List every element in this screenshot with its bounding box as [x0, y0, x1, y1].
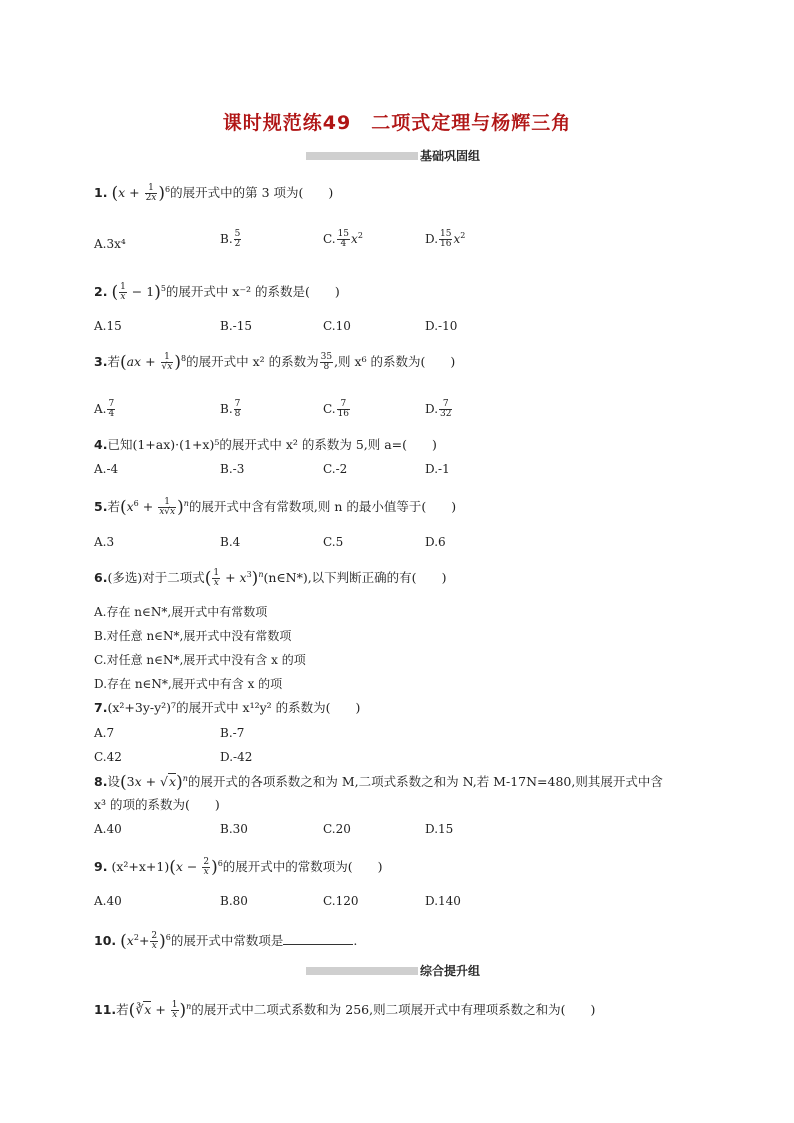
option-c: C.42	[94, 750, 122, 764]
option-a: A.40	[94, 894, 122, 908]
question-9	[94, 858, 383, 877]
q8-expression: $(3x + √x)^n$	[119, 772, 188, 793]
q5-expression: ($x^6$ + $\frac{1}{x√x}$ )$^n$	[119, 497, 189, 518]
option-a: A.3	[94, 535, 115, 549]
option-b: B.-7	[220, 726, 245, 740]
option-d: D.-1	[425, 462, 450, 476]
question-text: (x²+x+1)	[111, 859, 170, 874]
question-text: 的展开式中的常数项为( )	[222, 859, 383, 874]
question-number: 9.	[94, 859, 108, 874]
section-divider-bar	[306, 967, 418, 975]
option-a: A.15	[94, 319, 122, 333]
question-number: 7.	[94, 700, 108, 715]
option-b: B. $\frac{7}{8}$	[220, 399, 241, 419]
question-8-line2: x³ 的项的系数为( )	[94, 797, 220, 812]
option-d: D.140	[425, 894, 461, 908]
option-b: B.对任意 n∈N*,展开式中没有常数项	[94, 629, 292, 643]
question-number: 2.	[94, 284, 108, 299]
question-number: 4.	[94, 437, 108, 452]
option-c: C. $\frac{15}{4}$ $x^2$	[323, 229, 363, 249]
question-2	[94, 283, 340, 302]
option-d: D.6	[425, 535, 446, 549]
option-c: C.10	[323, 319, 351, 333]
question-text: (多选)对于二项式	[107, 570, 205, 585]
question-3	[94, 353, 455, 372]
question-8	[94, 773, 663, 792]
question-text: 的展开式中 x⁻² 的系数是( )	[165, 284, 340, 299]
q9-expression: (x − $\frac{2}{x}$ )$^6$	[169, 857, 223, 878]
question-number: 8.	[94, 774, 108, 789]
option-a: A.-4	[94, 462, 119, 476]
question-text: 的展开式中含有常数项,则 n 的最小值等于( )	[188, 499, 457, 514]
option-d: D.-10	[425, 319, 458, 333]
option-d: D.存在 n∈N*,展开式中有含 x 的项	[94, 677, 283, 691]
option-b: B.30	[220, 822, 248, 836]
option-a: A.3x⁴	[94, 237, 126, 251]
section-label-comprehensive: 综合提升组	[420, 964, 481, 978]
question-4	[94, 436, 437, 454]
question-text-end: .	[353, 933, 358, 948]
question-number: 1.	[94, 185, 108, 200]
question-6	[94, 569, 446, 588]
question-text: 设	[107, 774, 120, 789]
question-text: 已知(1+ax)·(1+x)⁵的展开式中 x² 的系数为 5,则 a=( )	[107, 437, 437, 452]
option-b: B.-3	[220, 462, 245, 476]
option-a: A.7	[94, 726, 115, 740]
question-11	[94, 1001, 595, 1020]
question-text: 的展开式中的第 3 项为( )	[170, 185, 334, 200]
question-text: (n∈N*),以下判断正确的有( )	[263, 570, 447, 585]
q3-expression: (ax + $\frac{1}{√x}$ )$^8$	[119, 352, 187, 373]
option-d: D.15	[425, 822, 454, 836]
option-b: B.80	[220, 894, 248, 908]
question-number: 10.	[94, 933, 117, 948]
option-d: D. $\frac{15}{16}$ $x^2$	[425, 229, 466, 249]
question-text: 若	[116, 1002, 129, 1017]
option-c: C.120	[323, 894, 359, 908]
answer-blank[interactable]	[283, 932, 353, 945]
question-number: 3.	[94, 354, 108, 369]
question-7	[94, 699, 360, 717]
q11-expression: (∛x + $\frac{1}{x}$ )$^n$	[128, 1000, 192, 1021]
question-number: 6.	[94, 570, 108, 585]
question-text: 的展开式中二项式系数和为 256,则二项展开式中有理项系数之和为( )	[191, 1002, 596, 1017]
section-label-basic: 基础巩固组	[420, 149, 481, 163]
section-divider-bar	[306, 152, 418, 160]
option-b: B.-15	[220, 319, 252, 333]
question-5	[94, 498, 456, 517]
option-c: C.对任意 n∈N*,展开式中没有含 x 的项	[94, 653, 306, 667]
option-a: A.40	[94, 822, 122, 836]
q6-expression: ( $\frac{1}{x}$ + $x^3)^n$	[204, 568, 264, 589]
option-c: C.5	[323, 535, 344, 549]
option-c: C.-2	[323, 462, 348, 476]
q10-expression: ($x^2+$ $\frac{2}{x}$ )$^6$	[120, 931, 171, 952]
question-text: 的展开式中 x² 的系数为	[186, 354, 319, 369]
option-c: C. $\frac{7}{16}$	[323, 399, 350, 419]
option-b: B. $\frac{5}{2}$	[220, 229, 241, 249]
question-number: 11.	[94, 1002, 117, 1017]
question-1	[94, 184, 333, 203]
question-text: 的展开式的各项系数之和为 M,二项式系数之和为 N,若 M-17N=480,则其展开式中含	[187, 774, 663, 789]
q3-fraction: $\frac{35}{8}$	[320, 352, 333, 372]
question-text: ,则 x⁶ 的系数为( )	[334, 354, 456, 369]
q1-expression: (x + $\frac{1}{2x}$ )$^6$	[111, 183, 171, 204]
question-text: 若	[107, 499, 120, 514]
question-10	[94, 932, 357, 951]
option-d: D. $\frac{7}{32}$	[425, 399, 452, 419]
option-d: D.-42	[220, 750, 253, 764]
question-text: 的展开式中常数项是	[170, 933, 284, 948]
page-title: 课时规范练49 二项式定理与杨辉三角	[222, 112, 572, 134]
option-b: B.4	[220, 535, 241, 549]
question-text: (x²+3y-y²)⁷的展开式中 x¹²y² 的系数为( )	[107, 700, 361, 715]
question-number: 5.	[94, 499, 108, 514]
question-text: 若	[107, 354, 120, 369]
option-a: A.存在 n∈N*,展开式中有常数项	[94, 605, 268, 619]
option-a: A. $\frac{7}{4}$	[94, 399, 115, 419]
q2-expression: ( $\frac{1}{x}$ − 1)$^5$	[111, 282, 166, 303]
option-c: C.20	[323, 822, 351, 836]
